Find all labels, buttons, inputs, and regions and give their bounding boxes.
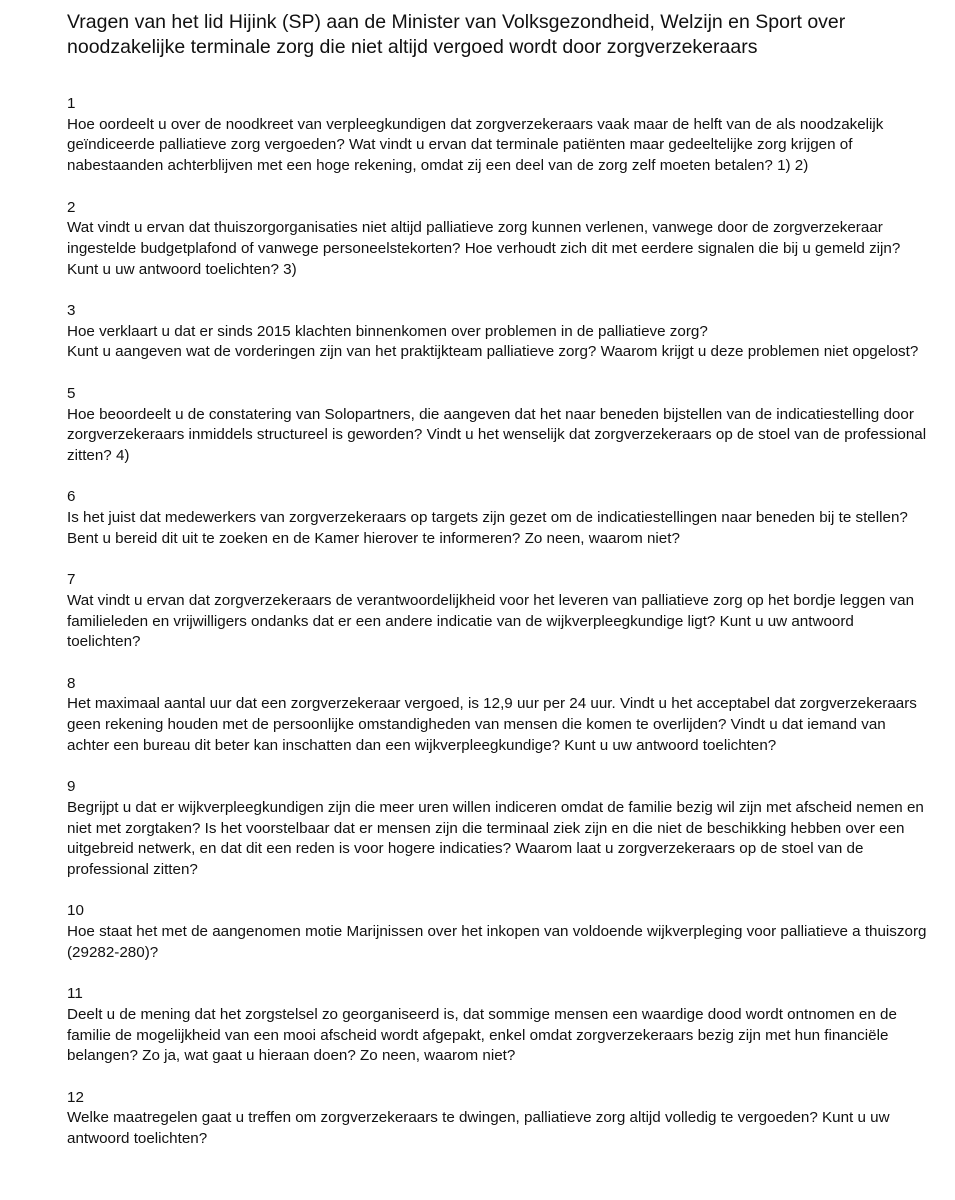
question-number: 1 [67,95,76,112]
question-2 [67,198,927,281]
question-text: Wat vindt u ervan dat thuiszorgorganisaties niet altijd palliatieve zorg kunnen verlenen, vanwege door de zorgverzekeraar ingestelde budgetplafond of vanwege personeelstekorten? Hoe verhoudt zich dit met eerdere signalen die bij u gemeld zijn? Kunt u uw antwoord toelichten? 3) [67,219,901,278]
question-number: 11 [67,985,83,1003]
question-6 [67,487,927,549]
question-number: 5 [67,384,76,402]
question-number: 9 [67,778,76,796]
question-text: Deelt u de mening dat het zorgstelsel zo georganiseerd is, dat sommige mensen een waardige dood wordt ontnomen en de familie de mogelijkheid van een mooi afscheid wordt afgepakt, enkel omdat zorgverzekeraars bezig zijn met hun financiële belangen? Zo ja, wat gaat u hieraan doen? Zo neen, waarom niet? [67,1005,897,1065]
question-7 [67,570,927,653]
question-12 [67,1088,927,1150]
question-10 [67,901,927,963]
question-5 [67,384,927,467]
question-number: 10 [67,902,84,920]
question-8 [67,674,927,757]
question-9 [67,777,927,881]
question-number: 12 [67,1088,84,1106]
question-number: 7 [67,571,76,589]
question-text: Is het juist dat medewerkers van zorgverzekeraars op targets zijn gezet om de indicatiestellingen naar beneden bij te stellen? Bent u bereid dit uit te zoeken en de Kamer hierover te informeren? Zo neen, waarom niet? [67,509,908,547]
question-text: Welke maatregelen gaat u treffen om zorgverzekeraars te dwingen, palliatieve zorg altijd volledig te vergoeden? Kunt u uw antwoord toelichten? [67,1109,890,1147]
question-text: Hoe oordeelt u over de noodkreet van verpleegkundigen dat zorgverzekeraars vaak maar de helft van de als noodzakelijk geïndiceerde palliatieve zorg vergoeden? Wat vindt u ervan dat terminale patiënten maar gedeeltelijke zorg krijgen of nabestaanden achterblijven met een hoge rekening, omdat zij een deel van de zorg zelf moeten betalen? 1) 2) [67,115,884,175]
question-number: 6 [67,488,76,506]
question-text: Begrijpt u dat er wijkverpleegkundigen zijn die meer uren willen indiceren omdat de familie bezig wil zijn met afscheid nemen en niet met zorgtaken? Is het voorstelbaar dat er mensen zijn die terminaal ziek zijn en die niet de beschikking hebben over een uitgebreid netwerk, en dat dit een reden is voor hogere indicaties? Waarom laat u zorgverzekeraars op de stoel van de professional zitten? [67,798,924,878]
question-number: 8 [67,674,76,692]
question-number: 2 [67,198,76,216]
question-text: Hoe beoordeelt u de constatering van Solopartners, die aangeven dat het naar beneden bijstellen van de indicatiestelling door zorgverzekeraars inmiddels structureel is geworden? Vindt u het wenselijk dat zorgverzekeraars op de stoel van de professional zitten? 4) [67,405,927,464]
question-1 [67,94,927,177]
document-title: Vragen van het lid Hijink (SP) aan de Minister van Volksgezondheid, Welzijn en Sport over noodzakelijke terminale zorg die niet altijd vergoed wordt door zorgverzekeraars [67,11,846,58]
question-text: Hoe verklaart u dat er sinds 2015 klachten binnenkomen over problemen in de palliatieve zorg? Kunt u aangeven wat de vorderingen zijn van het praktijkteam palliatieve zorg? Waarom krijgt u deze problemen niet opgelost? [67,322,919,361]
question-text: Het maximaal aantal uur dat een zorgverzekeraar vergoed, is 12,9 uur per 24 uur. Vindt u het acceptabel dat zorgverzekeraars geen rekening houden met de persoonlijke omstandigheden van mensen die komen te overlijden? Vindt u dat iemand van achter een bureau dit beter kan inschatten dan een wijkverpleegkundige? Kunt u uw antwoord toelichten? [67,695,917,754]
question-3 [67,301,927,363]
question-11 [67,984,927,1067]
question-text: Hoe staat het met de aangenomen motie Marijnissen over het inkopen van voldoende wijkverpleging voor palliatieve a thuiszorg (29282-280)? [67,923,927,961]
question-text: Wat vindt u ervan dat zorgverzekeraars de verantwoordelijkheid voor het leveren van palliatieve zorg op het bordje leggen van familieleden en vrijwilligers ondanks dat er een andere indicatie van de wijkverpleegkundige ligt? Kunt u uw antwoord toelichten? [67,591,915,651]
question-number: 3 [67,302,76,319]
